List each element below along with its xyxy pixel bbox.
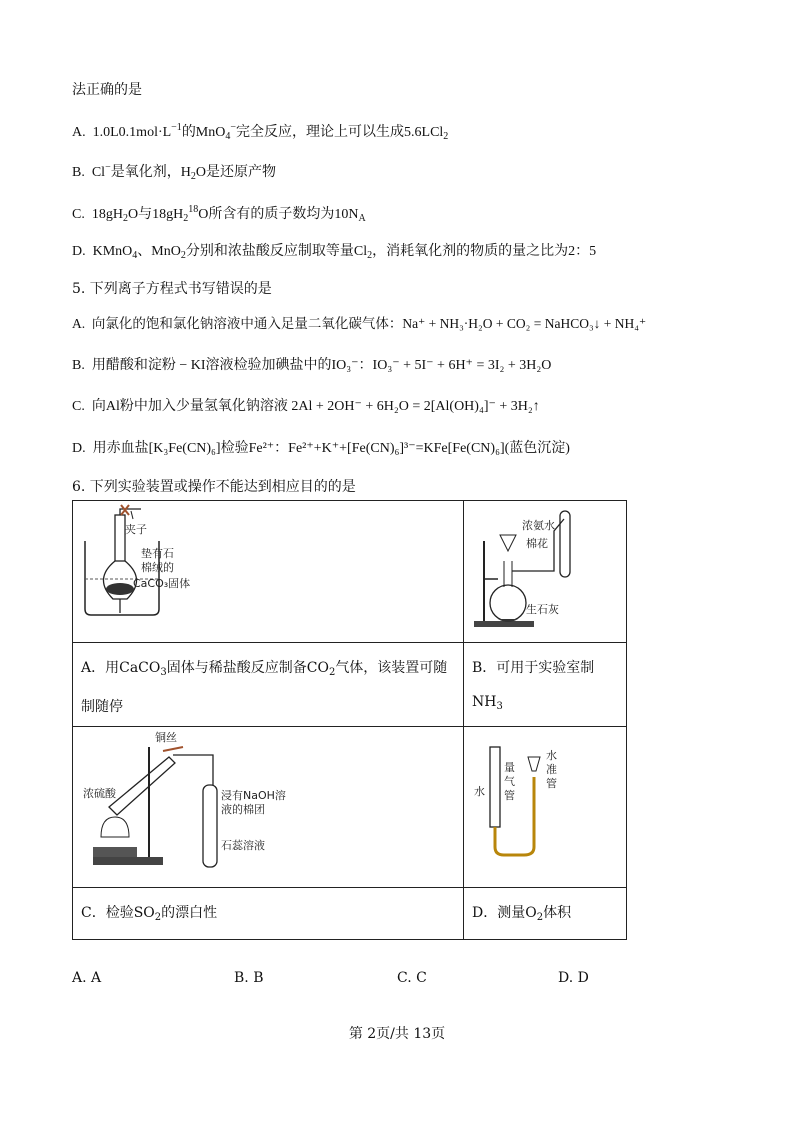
caption-d: D．测量$O_2$体积 [464, 888, 627, 940]
intro-text: 法正确的是 [72, 82, 142, 98]
label-litmus: 石蕊溶液 [221, 839, 265, 852]
option-5b: B. 用醋酸和淀粉 − KI溶液检验加碘盐中的IO₃⁻：IO₃⁻ + 5I⁻ + 6H⁺ = 3I₂ + 3H₂O [72, 358, 552, 373]
label-copper: 铜丝 [155, 731, 177, 744]
page-footer: 第 2页/共 13页 [348, 1026, 446, 1042]
label-cotton: 棉花 [526, 537, 548, 550]
label-naoh-1: 浸有NaOH溶 [221, 789, 286, 802]
caption-c: C．检验$SO_2$的漂白性 [73, 888, 464, 940]
question-5-stem: 5. 下列离子方程式书写错误的是 [72, 281, 272, 297]
label-liang: 量 [504, 761, 515, 774]
label-guan-d: 管 [546, 777, 557, 790]
label-a-4: CaCO₃固体 [133, 577, 191, 590]
label-a-3: 棉绒的 [141, 561, 174, 574]
figure-b-apparatus [464, 501, 626, 638]
option-4b: B. Cl−是氧化剂，$H_2O$是还原产物 [72, 162, 276, 182]
caption-b: B．可用于实验室制 $NH_3$ [464, 643, 627, 727]
label-a-2: 垫有石 [141, 547, 174, 560]
label-water: 水 [474, 785, 485, 798]
label-naoh-2: 液的棉团 [221, 803, 265, 816]
label-clip: 夹子 [125, 523, 147, 536]
figure-a-apparatus [73, 501, 463, 638]
caption-a: A．用CaCO$_3$固体与稀盐酸反应制备$CO_2$气体，该装置可随 制随停 [73, 643, 464, 727]
option-4d: D. KMnO$_4$、MnO$_2$分别和浓盐酸反应制取等量$Cl_2$，消耗氧化剂的物质的量之比为2：5 [72, 244, 597, 261]
label-water-d: 水 [546, 749, 557, 762]
choice-c: C. C [397, 970, 427, 986]
label-guan: 管 [504, 789, 515, 802]
question-6-stem: 6. 下列实验装置或操作不能达到相应目的的是 [72, 479, 356, 495]
label-ammonia: 浓氨水 [522, 519, 555, 532]
option-5c: C. 向Al粉中加入少量氢氧化钠溶液 2Al + 2OH⁻ + 6H₂O = 2[Al(OH)₄]⁻ + 3H₂↑ [72, 399, 540, 414]
figure-a-cell [73, 501, 464, 643]
choice-d: D. D [558, 970, 589, 986]
figure-b-cell [464, 501, 627, 643]
label-zhun: 准 [546, 763, 557, 776]
figure-c-apparatus [73, 727, 463, 883]
option-4a: A. $1.0L0.1mol\cdot L^{-1}$的MnO$_4$−完全反应，理论上可以生成5.6LCl$_2$ [72, 122, 449, 142]
choice-b: B. B [234, 970, 264, 986]
option-4c: C. $18gH_2O$与$18gH_2^{18}O$所含有的质子数均为$10N_A$ [72, 204, 366, 224]
label-lime: 生石灰 [526, 603, 559, 616]
figure-d-apparatus [464, 727, 626, 883]
figure-c-cell [73, 727, 464, 888]
option-5d: D. 用赤血盐[K₃Fe(CN)₆]检验Fe²⁺：Fe²⁺+K⁺+[Fe(CN)₆]³⁻=KFe[Fe(CN)₆](蓝色沉淀) [72, 441, 570, 456]
apparatus-table [72, 500, 627, 940]
label-sulfuric: 浓硫酸 [83, 787, 116, 800]
label-qi: 气 [504, 775, 515, 788]
option-5a: A. 向氯化的饱和氯化钠溶液中通入足量二氧化碳气体：Na⁺ + NH₃·H₂O + CO₂ = NaHCO₃↓ + NH₄⁺ [72, 316, 647, 331]
figure-d-cell [464, 727, 627, 888]
choice-a: A. A [72, 970, 102, 986]
